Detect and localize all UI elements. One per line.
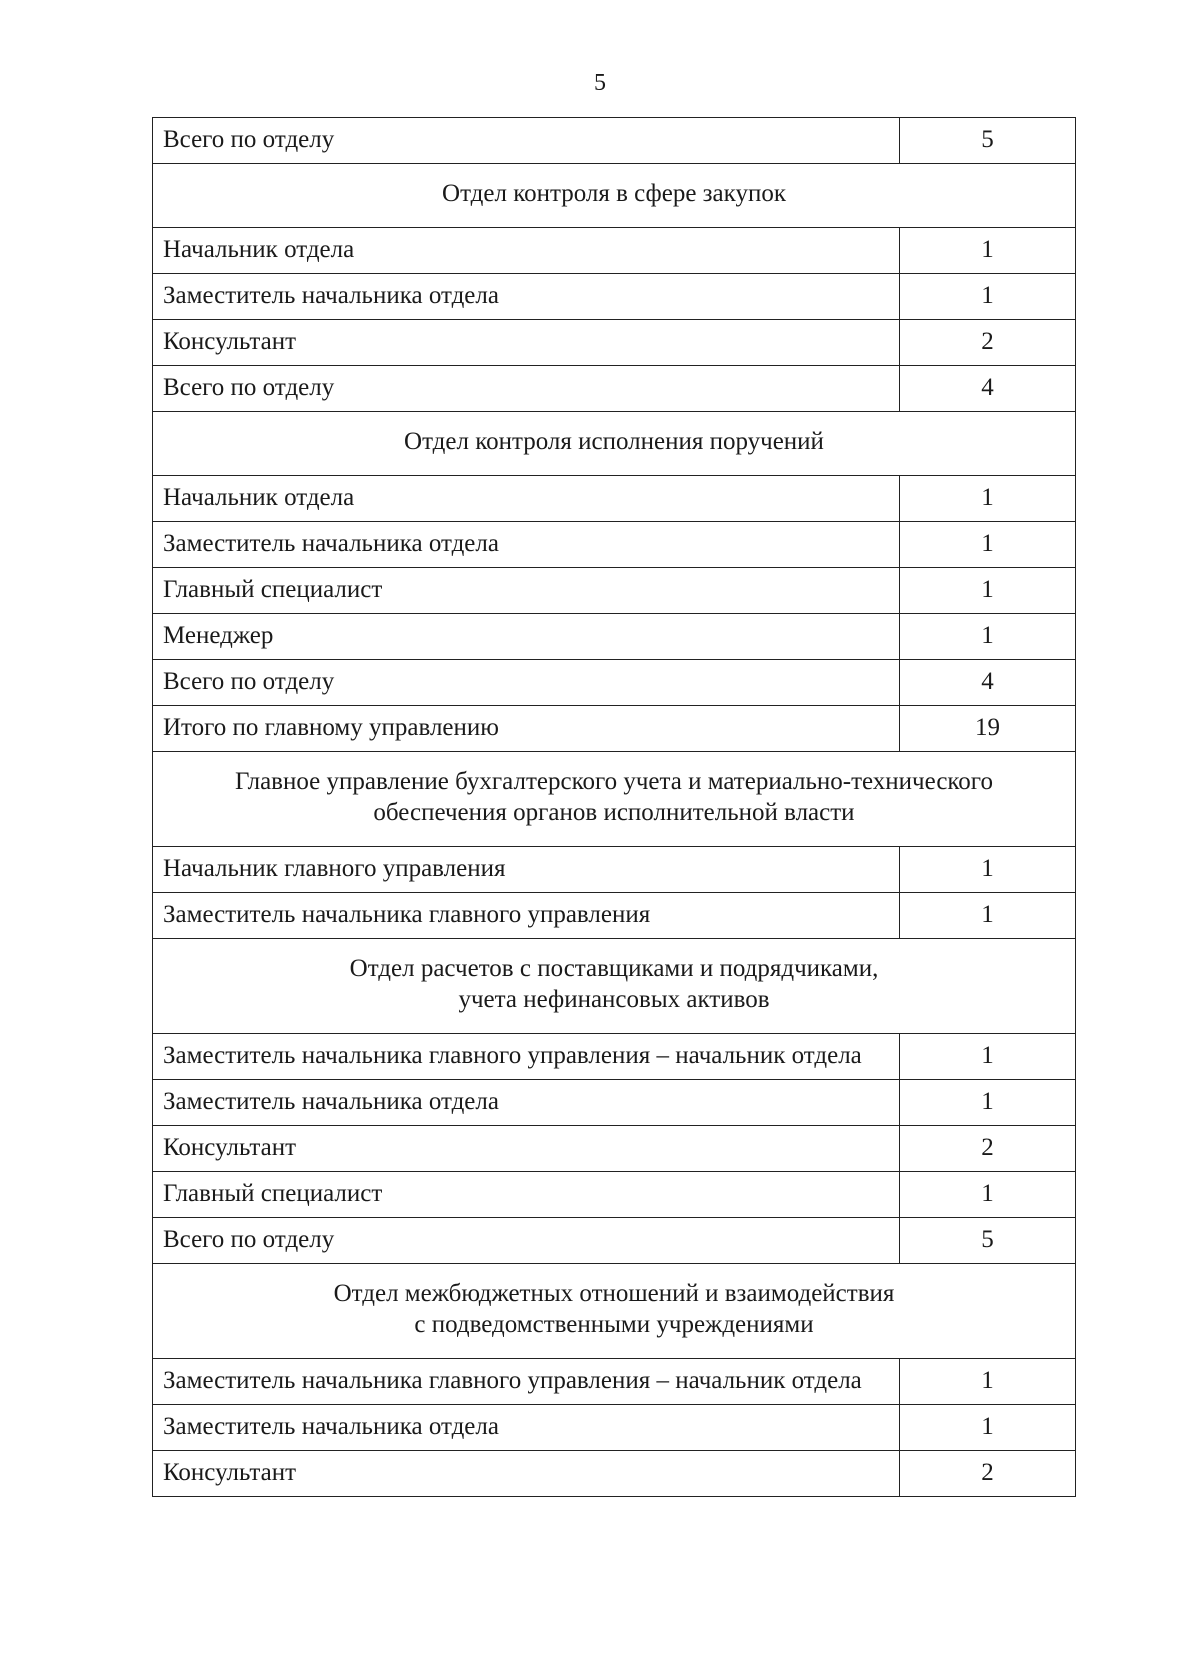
staff-count: 1 xyxy=(900,568,1076,614)
staff-count: 1 xyxy=(900,614,1076,660)
position-title: Заместитель начальника отдела xyxy=(153,1405,900,1451)
table-row xyxy=(153,274,1076,320)
staff-count: 1 xyxy=(900,522,1076,568)
staff-count: 5 xyxy=(900,118,1076,164)
section-title-line: учета нефинансовых активов xyxy=(458,986,770,1013)
section-title-line: Отдел межбюджетных отношений и взаимодействия xyxy=(333,1280,895,1307)
section-title xyxy=(153,752,1076,847)
staffing-table-body xyxy=(153,118,1076,1497)
table-row xyxy=(153,1080,1076,1126)
position-title: Консультант xyxy=(153,320,900,366)
position-title: Итого по главному управлению xyxy=(153,706,900,752)
section-title xyxy=(153,1264,1076,1359)
section-title-line: с подведомственными учреждениями xyxy=(414,1311,814,1338)
staff-count: 1 xyxy=(900,1172,1076,1218)
table-row xyxy=(153,476,1076,522)
table-row xyxy=(153,366,1076,412)
staff-count: 2 xyxy=(900,1126,1076,1172)
position-title: Заместитель начальника главного управления – начальник отдела xyxy=(153,1359,900,1405)
position-title: Главный специалист xyxy=(153,568,900,614)
position-title: Начальник отдела xyxy=(153,228,900,274)
table-row xyxy=(153,228,1076,274)
position-title: Заместитель начальника главного управления xyxy=(153,893,900,939)
table-row xyxy=(153,847,1076,893)
position-title: Консультант xyxy=(153,1126,900,1172)
section-header-row xyxy=(153,1264,1076,1359)
staff-count: 1 xyxy=(900,1359,1076,1405)
section-header-row xyxy=(153,412,1076,476)
staff-count: 4 xyxy=(900,366,1076,412)
page-number: 5 xyxy=(594,70,606,96)
position-title: Заместитель начальника главного управления – начальник отдела xyxy=(153,1034,900,1080)
section-title xyxy=(153,164,1076,228)
table-row xyxy=(153,614,1076,660)
table-row xyxy=(153,568,1076,614)
position-title: Заместитель начальника отдела xyxy=(153,1080,900,1126)
section-title xyxy=(153,412,1076,476)
section-header-row xyxy=(153,752,1076,847)
staff-count: 1 xyxy=(900,228,1076,274)
section-title-line: Отдел контроля исполнения поручений xyxy=(404,428,824,455)
position-title: Консультант xyxy=(153,1451,900,1497)
position-title: Начальник отдела xyxy=(153,476,900,522)
staff-count: 4 xyxy=(900,660,1076,706)
table-row xyxy=(153,320,1076,366)
staff-count: 2 xyxy=(900,1451,1076,1497)
section-title-line: Главное управление бухгалтерского учета и материально-технического xyxy=(235,768,993,795)
staffing-table xyxy=(152,117,1076,1497)
table-row xyxy=(153,1451,1076,1497)
section-header-row xyxy=(153,939,1076,1034)
position-title: Всего по отделу xyxy=(153,660,900,706)
table-row xyxy=(153,1034,1076,1080)
section-title xyxy=(153,939,1076,1034)
staff-count: 1 xyxy=(900,847,1076,893)
table-row xyxy=(153,1405,1076,1451)
position-title: Главный специалист xyxy=(153,1172,900,1218)
section-header-row xyxy=(153,164,1076,228)
section-title-line: обеспечения органов исполнительной власти xyxy=(373,799,855,826)
position-title: Всего по отделу xyxy=(153,118,900,164)
staff-count: 1 xyxy=(900,1080,1076,1126)
table-row xyxy=(153,1172,1076,1218)
table-row xyxy=(153,1218,1076,1264)
staff-count: 2 xyxy=(900,320,1076,366)
position-title: Всего по отделу xyxy=(153,1218,900,1264)
table-row xyxy=(153,1126,1076,1172)
section-title-line: Отдел контроля в сфере закупок xyxy=(442,180,786,207)
staff-count: 5 xyxy=(900,1218,1076,1264)
staff-count: 19 xyxy=(900,706,1076,752)
staff-count: 1 xyxy=(900,274,1076,320)
position-title: Менеджер xyxy=(153,614,900,660)
position-title: Заместитель начальника отдела xyxy=(153,522,900,568)
position-title: Начальник главного управления xyxy=(153,847,900,893)
table-row xyxy=(153,118,1076,164)
staff-count: 1 xyxy=(900,893,1076,939)
table-row xyxy=(153,522,1076,568)
table-row xyxy=(153,706,1076,752)
table-row xyxy=(153,660,1076,706)
position-title: Всего по отделу xyxy=(153,366,900,412)
staff-count: 1 xyxy=(900,1034,1076,1080)
position-title: Заместитель начальника отдела xyxy=(153,274,900,320)
table-row xyxy=(153,1359,1076,1405)
staff-count: 1 xyxy=(900,476,1076,522)
staff-count: 1 xyxy=(900,1405,1076,1451)
table-row xyxy=(153,893,1076,939)
section-title-line: Отдел расчетов с поставщиками и подрядчиками, xyxy=(349,955,879,982)
